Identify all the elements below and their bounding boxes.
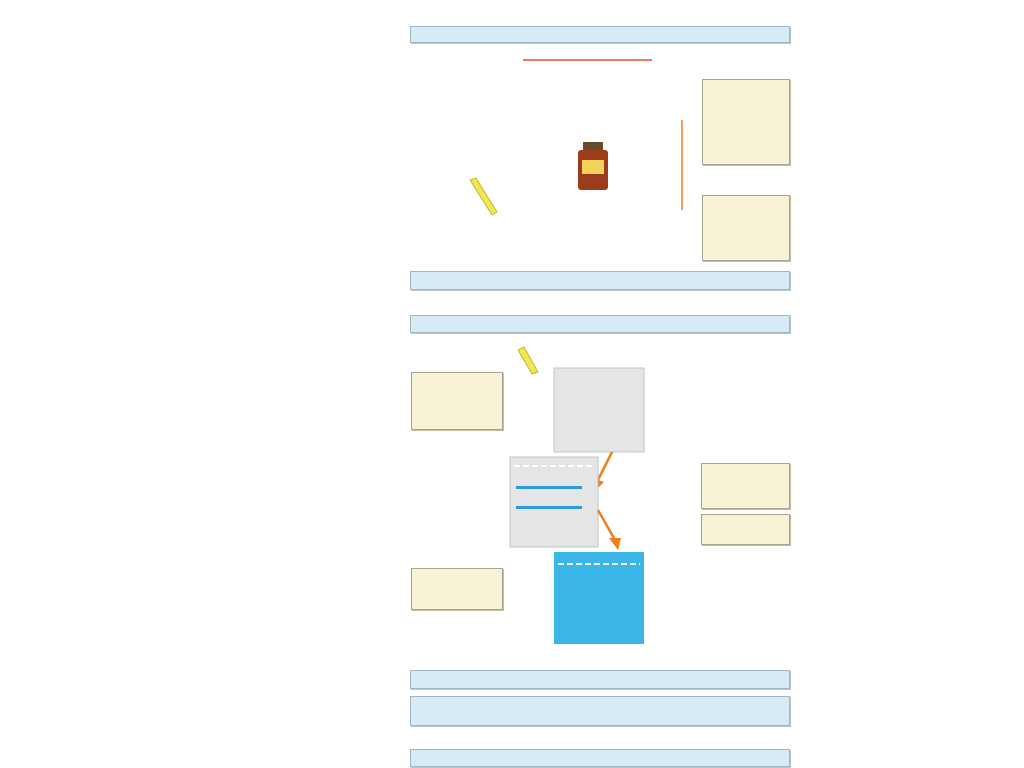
note-obtain-samples bbox=[702, 79, 790, 165]
step-match-dna bbox=[410, 670, 790, 689]
note-digest bbox=[702, 195, 790, 261]
loading-pipette-icon bbox=[518, 347, 538, 374]
note-load-gels bbox=[411, 372, 503, 430]
note-electrophorese bbox=[701, 463, 790, 509]
enzyme-bottle bbox=[578, 142, 608, 190]
step-rehydrate bbox=[410, 26, 790, 43]
arrow-to-stain bbox=[598, 510, 615, 540]
gel-loading bbox=[554, 368, 644, 452]
gel-stained bbox=[554, 552, 644, 644]
step-extension bbox=[410, 749, 790, 767]
arrowhead-to-stain bbox=[609, 538, 621, 550]
gel-electrophoresis bbox=[510, 457, 598, 547]
arrow-to-electrophoresis bbox=[598, 452, 612, 480]
note-stain-gels bbox=[411, 568, 503, 610]
step-standard-curve bbox=[410, 696, 790, 726]
pipette-icon bbox=[470, 178, 497, 215]
step-incubate bbox=[410, 271, 790, 290]
note-monitor-migration bbox=[701, 514, 790, 545]
step-add-loading-dye bbox=[410, 315, 790, 333]
